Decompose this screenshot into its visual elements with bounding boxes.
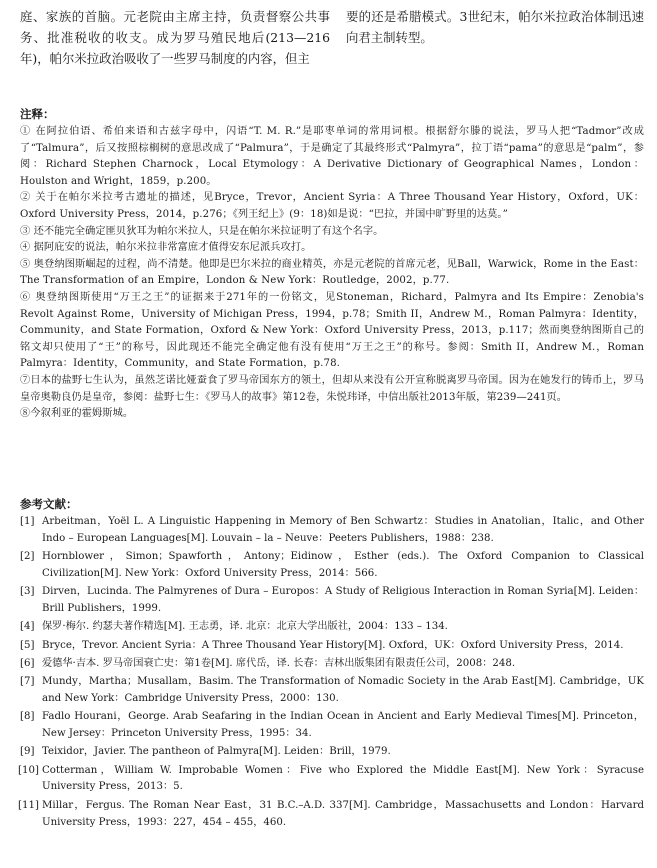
- reference-text: Teixidor，Javier. The pantheon of Palmyra[M]. Leiden：Brill，1979.: [42, 746, 391, 758]
- reference-text: Bryce，Trevor. Ancient Syria：A Three Thousand Year History[M]. Oxford，UK：Oxford University Press，2014.: [42, 639, 624, 651]
- reference-number: [4]: [20, 621, 35, 633]
- reference-text: Dirven，Lucinda. The Palmyrenes of Dura – Europos：A Study of Religious Interaction in Roman Syria[M]. Leiden：Brill Publishers，1999.: [42, 586, 645, 614]
- reference-item: [20, 763, 644, 797]
- reference-item: [20, 549, 644, 583]
- reference-text: Hornblower，Simon；Spawforth，Antony；Eidinow，Esther (eds.). The Oxford Companion to Classical Civilization[M]. New York：Oxford University Press，2014：566.: [42, 551, 644, 579]
- body-column-right: [346, 6, 644, 48]
- notes-heading: 注释：: [20, 107, 55, 121]
- reference-text: Arbeitman，Yoël L. A Linguistic Happening in Memory of Ben Schwartz：Studies in Anatolian，Italic，and Other Indo – European Languages[M]. Louvain – la – Neuve：Peeters Publishers，1988：238.: [42, 516, 644, 544]
- references-heading: 参考文献：: [20, 497, 78, 511]
- reference-number: [7]: [20, 676, 35, 688]
- reference-item: [20, 709, 644, 743]
- document-page: [20, 0, 644, 868]
- reference-text: Mundy，Martha；Musallam，Basim. The Transformation of Nomadic Society in the Arab East[M]. Cambridge，UK and New York：Cambridge University Press，2000：130.: [42, 676, 644, 704]
- body-paragraph-left: 庭、家族的首脑。元老院由主席主持，负责督察公共事务、批准税收的收支。成为罗马殖民地后(213—216年)，帕尔米拉政治吸收了一些罗马制度的内容，但主: [20, 9, 330, 66]
- reference-text: Cotterman，William W. Improbable Women：Five who Explored the Middle East[M]. New York：Syracuse University Press，2013：5.: [42, 764, 644, 793]
- reference-item: [20, 638, 644, 655]
- note-item: ⑦日本的盐野七生认为，虽然芝诺比娅蚕食了罗马帝国东方的领土，但却从来没有公开宣称脱离罗马帝国。因为在她发行的铸币上，罗马皇帝奥勒良仍是皇帝，参阅：盐野七生：《罗马人的故事》第12卷，朱悦玮译，中信出版社2013年版，第239—241页。: [20, 374, 644, 403]
- note-item: ⑤ 奥登纳图斯崛起的过程，尚不清楚。他即是巴尔米拉的商业精英，亦是元老院的首席元老，见Ball，Warwick，Rome in the East：The Transformation of an Empire，London & New York：Routledge，2002，p.77.: [20, 258, 644, 287]
- reference-text: Fadlo Hourani，George. Arab Seafaring in the Indian Ocean in Ancient and Early Medieval Times[M]. Princeton，New Jersey：Princeton University Press，1995：34.: [42, 711, 644, 740]
- reference-item: [20, 798, 644, 832]
- note-item: ⑥ 奥登纳图斯使用“万王之王”的证据来于271年的一份铭文，见Stoneman，Richard，Palmyra and Its Empire：Zenobia's Revolt Against Rome，University of Michigan Press，1994，p.78；Smith II，Andrew M.，Roman Palmyra：Identity，Community，and State Formation，Oxford & New York：Oxford University Press，2013，p.117；然而奥登纳图斯自己的铭文却只使用了“王”的称号，因此现还不能完全确定他有没有使用“万王之王”的称号。参阅：Smith II，Andrew M.，Roman Palmyra：Identity，Community，and State Formation，p.78.: [20, 291, 644, 370]
- reference-number: [10]: [18, 764, 39, 776]
- note-item: ① 在阿拉伯语、希伯来语和古兹字母中，闪语“T. M. R.”是耶枣单词的常用词根。根据舒尔滕的说法，罗马人把“Tadmor”改成了“Talmura”，后又按照棕榈树的意思改成了“Palmura”，于是确定了其最终形式“Palmyra”，拉丁语“pama”的意思是“palm”，参阅：Richard Stephen Charnock，Local Etymology：A Derivative Dictionary of Geographical Names，London：Houlston and Wright，1859，p.200。: [20, 126, 644, 187]
- note-item: ④ 据阿庇安的说法，帕尔米拉非常富庶才值得安东尼派兵攻打。: [20, 242, 312, 254]
- reference-item: [20, 744, 644, 761]
- body-text-columns: [20, 6, 644, 70]
- reference-text: 爱德华·吉本. 罗马帝国衰亡史：第1卷[M]. 席代岳，译. 长春：吉林出版集团有限责任公司，2008：248.: [42, 657, 516, 669]
- reference-text: 保罗·梅尔. 约瑟夫著作精选[M]. 王志勇，译. 北京：北京大学出版社，2004：133 – 134.: [42, 621, 448, 633]
- reference-number: [1]: [20, 516, 35, 527]
- reference-number: [6]: [20, 657, 35, 669]
- reference-number: [3]: [20, 586, 35, 598]
- reference-number: [8]: [20, 711, 35, 723]
- reference-item: [20, 584, 644, 618]
- references-list: [20, 514, 644, 833]
- reference-item: [20, 514, 644, 548]
- note-item: ③ 还不能完全确定匪贝狄耳为帕尔米拉人，只是在帕尔米拉证明了有这个名字。: [20, 225, 384, 237]
- reference-item: [20, 656, 644, 673]
- body-column-left: [20, 6, 330, 69]
- reference-text: Millar，Fergus. The Roman Near East，31 B.C.–A.D. 337[M]. Cambridge，Massachusetts and London：Harvard University Press，1993：227，454 – 455，460.: [42, 799, 644, 828]
- note-item: ⑧今叙利亚的霍姆斯城。: [20, 408, 134, 420]
- notes-list: [20, 124, 644, 423]
- note-item: ② 关于在帕尔米拉考古遗址的描述，见Bryce，Trevor，Ancient Syria：A Three Thousand Year History，Oxford，UK：Oxford University Press，2014，p.276；《列王纪上》(9：18)如是说：“巴拉，并国中旷野里的达莫。”: [20, 192, 644, 220]
- reference-number: [5]: [20, 639, 35, 651]
- reference-number: [11]: [18, 799, 39, 811]
- reference-number: [2]: [20, 551, 35, 563]
- reference-item: [20, 619, 644, 636]
- reference-number: [9]: [20, 746, 35, 758]
- body-paragraph-right: 要的还是希腊模式。3世纪末，帕尔米拉政治体制迅速向君主制转型。: [346, 9, 644, 45]
- reference-item: [20, 674, 644, 708]
